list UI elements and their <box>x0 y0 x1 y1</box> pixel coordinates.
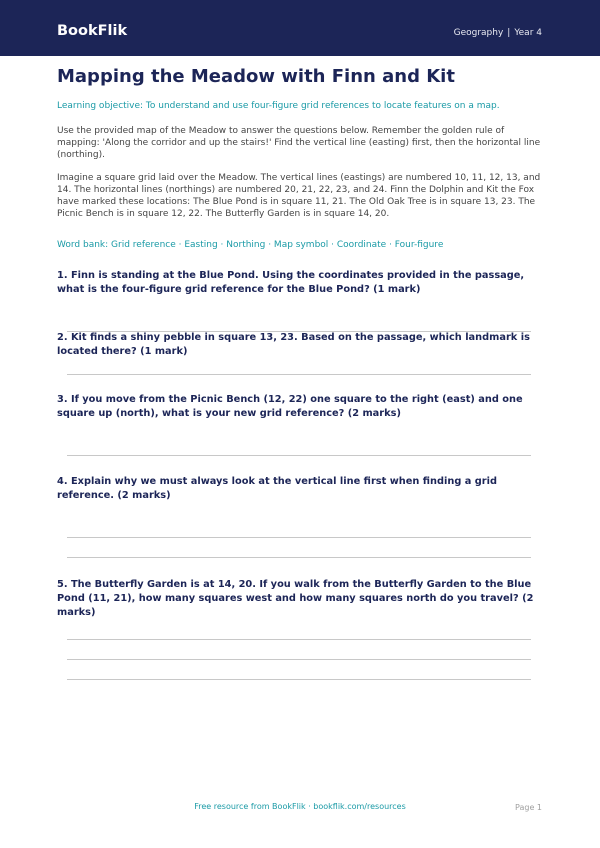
answer-line-q5-2[interactable] <box>67 659 531 660</box>
question-1: 1. Finn is standing at the Blue Pond. Using the coordinates provided in the passage, what is the four-figure grid reference for the Blue Pond? (1 mark) <box>57 270 525 295</box>
subject-label: Geography <box>453 28 504 38</box>
header-meta <box>454 27 542 39</box>
answer-line-q5-1[interactable] <box>67 639 531 640</box>
page-number: Page 1 <box>515 803 542 812</box>
meta-separator: | <box>507 28 511 38</box>
brand-logo-text[interactable]: BookFlik <box>57 23 128 39</box>
answer-line-q5-3[interactable] <box>67 679 531 680</box>
question-2: 2. Kit finds a shiny pebble in square 13, 23. Based on the passage, which landmark is located there? (1 mark) <box>57 332 530 357</box>
answer-line-q4-1[interactable] <box>67 537 531 538</box>
passage-paragraph: Imagine a square grid laid over the Meadow. The vertical lines (eastings) are numbered 10, 11, 12, 13, and 14. The horizontal lines (northings) are numbered 20, 21, 22, 23, and 24. Finn the Dolphin and Kit the Fox have marked these locations: The Blue Pond is in square 11, 21. The Old Oak Tree is in square 13, 23. The Picnic Bench is in square 12, 22. The Butterfly Garden is in square 14, 20. <box>57 173 541 219</box>
year-label: Year 4 <box>514 28 542 38</box>
question-3: 3. If you move from the Picnic Bench (12, 22) one square to the right (east) and one square up (north), what is your new grid reference? (2 marks) <box>57 394 523 419</box>
question-4: 4. Explain why we must always look at the vertical line first when finding a grid reference. (2 marks) <box>57 476 497 501</box>
answer-line-q2-1[interactable] <box>67 374 531 375</box>
footer-resource-link[interactable]: Free resource from BookFlik · bookflik.com/resources <box>194 802 406 811</box>
worksheet-title: Mapping the Meadow with Finn and Kit <box>57 66 455 87</box>
learning-objective: Learning objective: To understand and use four-figure grid references to locate features on a map. <box>57 101 500 111</box>
word-bank: Word bank: Grid reference · Easting · Northing · Map symbol · Coordinate · Four-figure <box>57 240 444 250</box>
answer-line-q3-1[interactable] <box>67 455 531 456</box>
instructions-paragraph: Use the provided map of the Meadow to answer the questions below. Remember the golden rule of mapping: 'Along the corridor and up the stairs!' Find the vertical line (easting) first, then the horizontal line (northing). <box>57 126 541 160</box>
answer-line-q4-2[interactable] <box>67 557 531 558</box>
question-5: 5. The Butterfly Garden is at 14, 20. If you walk from the Butterfly Garden to the Blue Pond (11, 21), how many squares west and how many squares north do you travel? (2 marks) <box>57 579 534 618</box>
page-header <box>0 0 600 56</box>
